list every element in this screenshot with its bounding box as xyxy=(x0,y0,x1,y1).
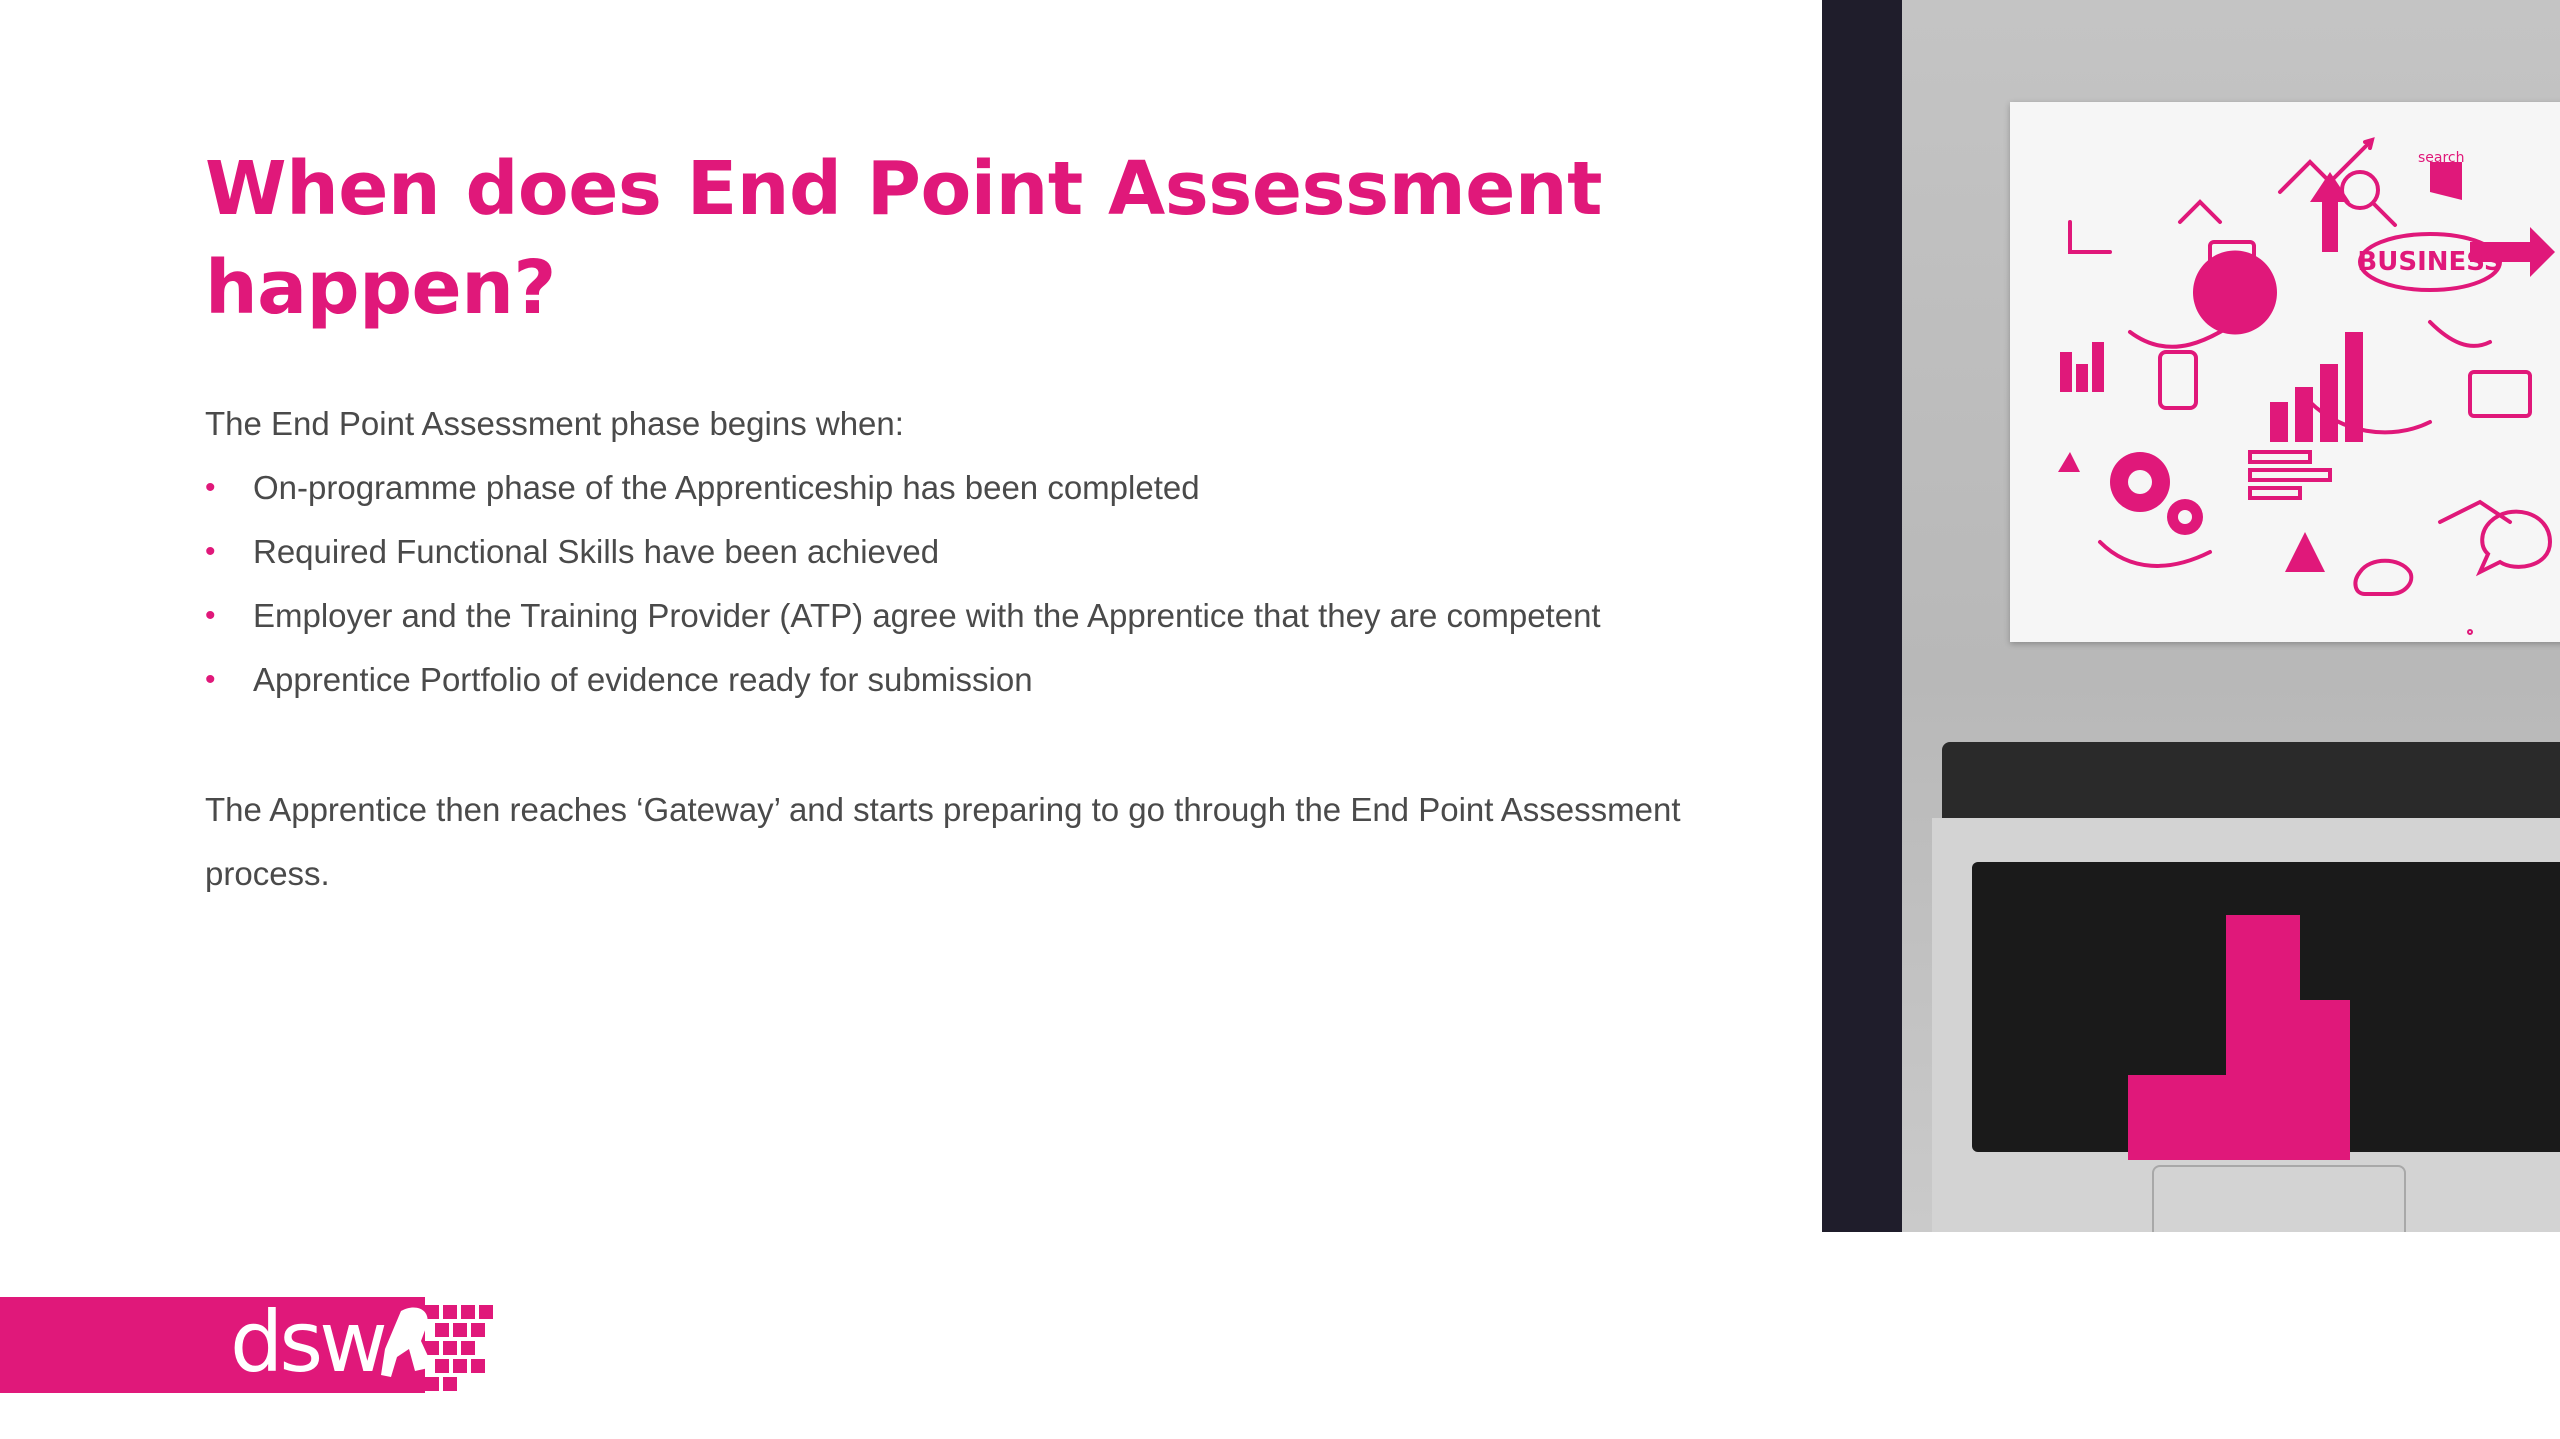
pink-step-block xyxy=(2128,1075,2180,1160)
bullet-icon: • xyxy=(205,599,216,632)
business-sketch-illustration xyxy=(2010,102,2560,642)
laptop-screen xyxy=(1942,742,2560,820)
list-item xyxy=(205,584,1705,648)
sketch-search-label: search xyxy=(2418,150,2465,166)
list-item-text: Required Functional Skills have been achieved xyxy=(253,533,940,570)
sketch-business-label: BUSINESS xyxy=(2357,247,2503,277)
criteria-list xyxy=(205,456,1705,712)
list-item-text: Employer and the Training Provider (ATP) agree with the Apprentice that they are competent xyxy=(253,597,1601,634)
bullet-icon: • xyxy=(205,471,216,504)
list-item-text: On-programme phase of the Apprenticeship has been completed xyxy=(253,469,1200,506)
list-item-text: Apprentice Portfolio of evidence ready for submission xyxy=(253,661,1033,698)
laptop-trackpad xyxy=(2152,1165,2406,1232)
list-item xyxy=(205,520,1705,584)
pink-step-block xyxy=(2226,915,2300,1160)
pink-step-block xyxy=(2300,1000,2350,1160)
intro-text: The End Point Assessment phase begins when: xyxy=(205,405,904,442)
slide-body xyxy=(205,392,1705,906)
logo-strip xyxy=(0,1297,230,1393)
photo-dark-edge xyxy=(1822,0,1902,1232)
bullet-icon: • xyxy=(205,663,216,696)
bullet-icon: • xyxy=(205,535,216,568)
list-item xyxy=(205,648,1705,712)
laptop-business-photo xyxy=(1822,0,2560,1232)
slide-title: When does End Point Assessment happen? xyxy=(205,146,1602,332)
pink-step-block xyxy=(2174,1075,2226,1160)
dsw-logo: dsw xyxy=(230,1293,384,1391)
closing-text: The Apprentice then reaches ‘Gateway’ and starts preparing to go through the End Point Assessment process. xyxy=(205,791,1681,892)
list-item xyxy=(205,456,1705,520)
